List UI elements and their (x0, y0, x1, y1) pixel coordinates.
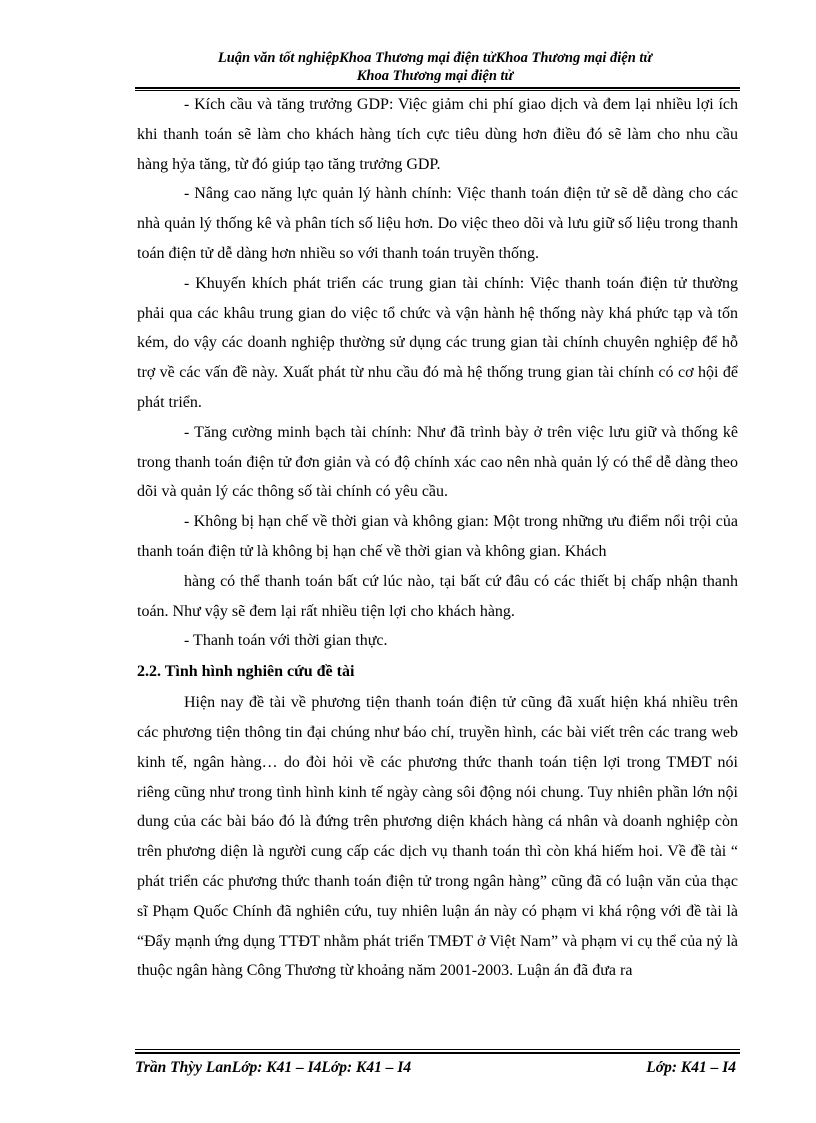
header-line-1: Luận văn tốt nghiệpKhoa Thương mại điện tửKhoa Thương mại điện tử (217, 50, 653, 66)
paragraph-realtime: - Thanh toán với thời gian thực. (184, 632, 388, 650)
page-content (137, 90, 738, 986)
section-body: Hiện nay đề tài về phương tiện thanh toán điện tử cũng đã xuất hiện khá nhiều trên các phương tiện thông tin đại chúng như báo chí, truyền hình, các bài viết trên các trang web kinh tế, ngân hàng… do đòi hỏi về các phương thức thanh toán tiện lợi trong TMĐT nói riêng cũng như trong tình hình kinh tế ngày càng sôi động nói chung. Tuy nhiên phần lớn nội dung của các bài báo đó là đứng trên phương diện khách hàng cá nhân và doanh nghiệp còn trên phương diện là người cung cấp các dịch vụ thanh toán thì còn khá hiếm hoi. Về đề tài “ phát triển các phương thức thanh toán điện tử trong ngân hàng” cũng đã có luận văn của thạc sĩ Phạm Quốc Chính đã nghiên cứu, tuy nhiên luận án này có phạm vi khá rộng với đề tài là “Đẩy mạnh ứng dụng TTĐT nhằm phát triển TMĐT ở Việt Nam” và phạm vi cụ thể của nỷ là thuộc ngân hàng Công Thương từ khoảng năm 2001-2003. Luận án đã đưa ra (137, 694, 738, 980)
paragraph-intermediaries: - Khuyến khích phát triển các trung gian tài chính: Việc thanh toán điện tử thường phải qua các khâu trung gian do việc tổ chức và vận hành hệ thống này khá phức tạp và tốn kém, do vậy các doanh nghiệp thường sử dụng các trung gian tài chính chuyên nghiệp để hỗ trợ về các vấn đề này. Xuất phát từ nhu cầu đó mà hệ thống trung gian tài chính có cơ hội để phát triển. (137, 274, 738, 411)
footer-rule (135, 1052, 740, 1054)
paragraph-continued: hàng có thể thanh toán bất cứ lúc nào, tại bất cứ đâu có các thiết bị chấp nhận thanh toán. Như vậy sẽ đem lại rất nhiều tiện lợi cho khách hàng. (137, 572, 738, 620)
section-heading: 2.2. Tình hình nghiên cứu đề tài (137, 663, 355, 681)
footer-class: Lớp: K41 – I4 (646, 1059, 736, 1076)
footer-author: Trần Thỳy LanLớp: K41 – I4Lớp: K41 – I4 (135, 1059, 412, 1076)
header-rule (135, 87, 740, 89)
page-header (135, 49, 735, 85)
footer-rule-thin (135, 1049, 740, 1050)
header-line-2: Khoa Thương mại điện tử (356, 68, 514, 84)
paragraph-gdp: - Kích cầu và tăng trưởng GDP: Việc giảm chi phí giao dịch và đem lại nhiều lợi ích khi thanh toán sẽ làm cho khách hàng tích cực tiêu dùng hơn điều đó sẽ làm cho nhu cầu hàng hỷa tăng, từ đó giúp tạo tăng trưởng GDP. (137, 96, 738, 173)
paragraph-transparency: - Tăng cường minh bạch tài chính: Như đã trình bày ở trên việc lưu giữ và thống kê trong thanh toán điện tử đơn giản và có độ chính xác cao nên nhà quản lý có thể dễ dàng theo dõi và quản lý các thông số tài chính có yêu cầu. (137, 423, 738, 501)
paragraph-time-space: - Không bị hạn chế về thời gian và không gian: Một trong những ưu điểm nổi trội của thanh toán điện tử là không bị hạn chế về thời gian và không gian. Khách (137, 513, 738, 560)
paragraph-admin: - Nâng cao năng lực quản lý hành chính: Việc thanh toán điện tử sẽ dễ dàng cho các nhà quản lý thống kê và phân tích số liệu hơn. Do việc theo dõi và lưu giữ số liệu trong thanh toán điện tử dễ dàng hơn nhiều so với thanh toán truyền thống. (137, 185, 738, 262)
